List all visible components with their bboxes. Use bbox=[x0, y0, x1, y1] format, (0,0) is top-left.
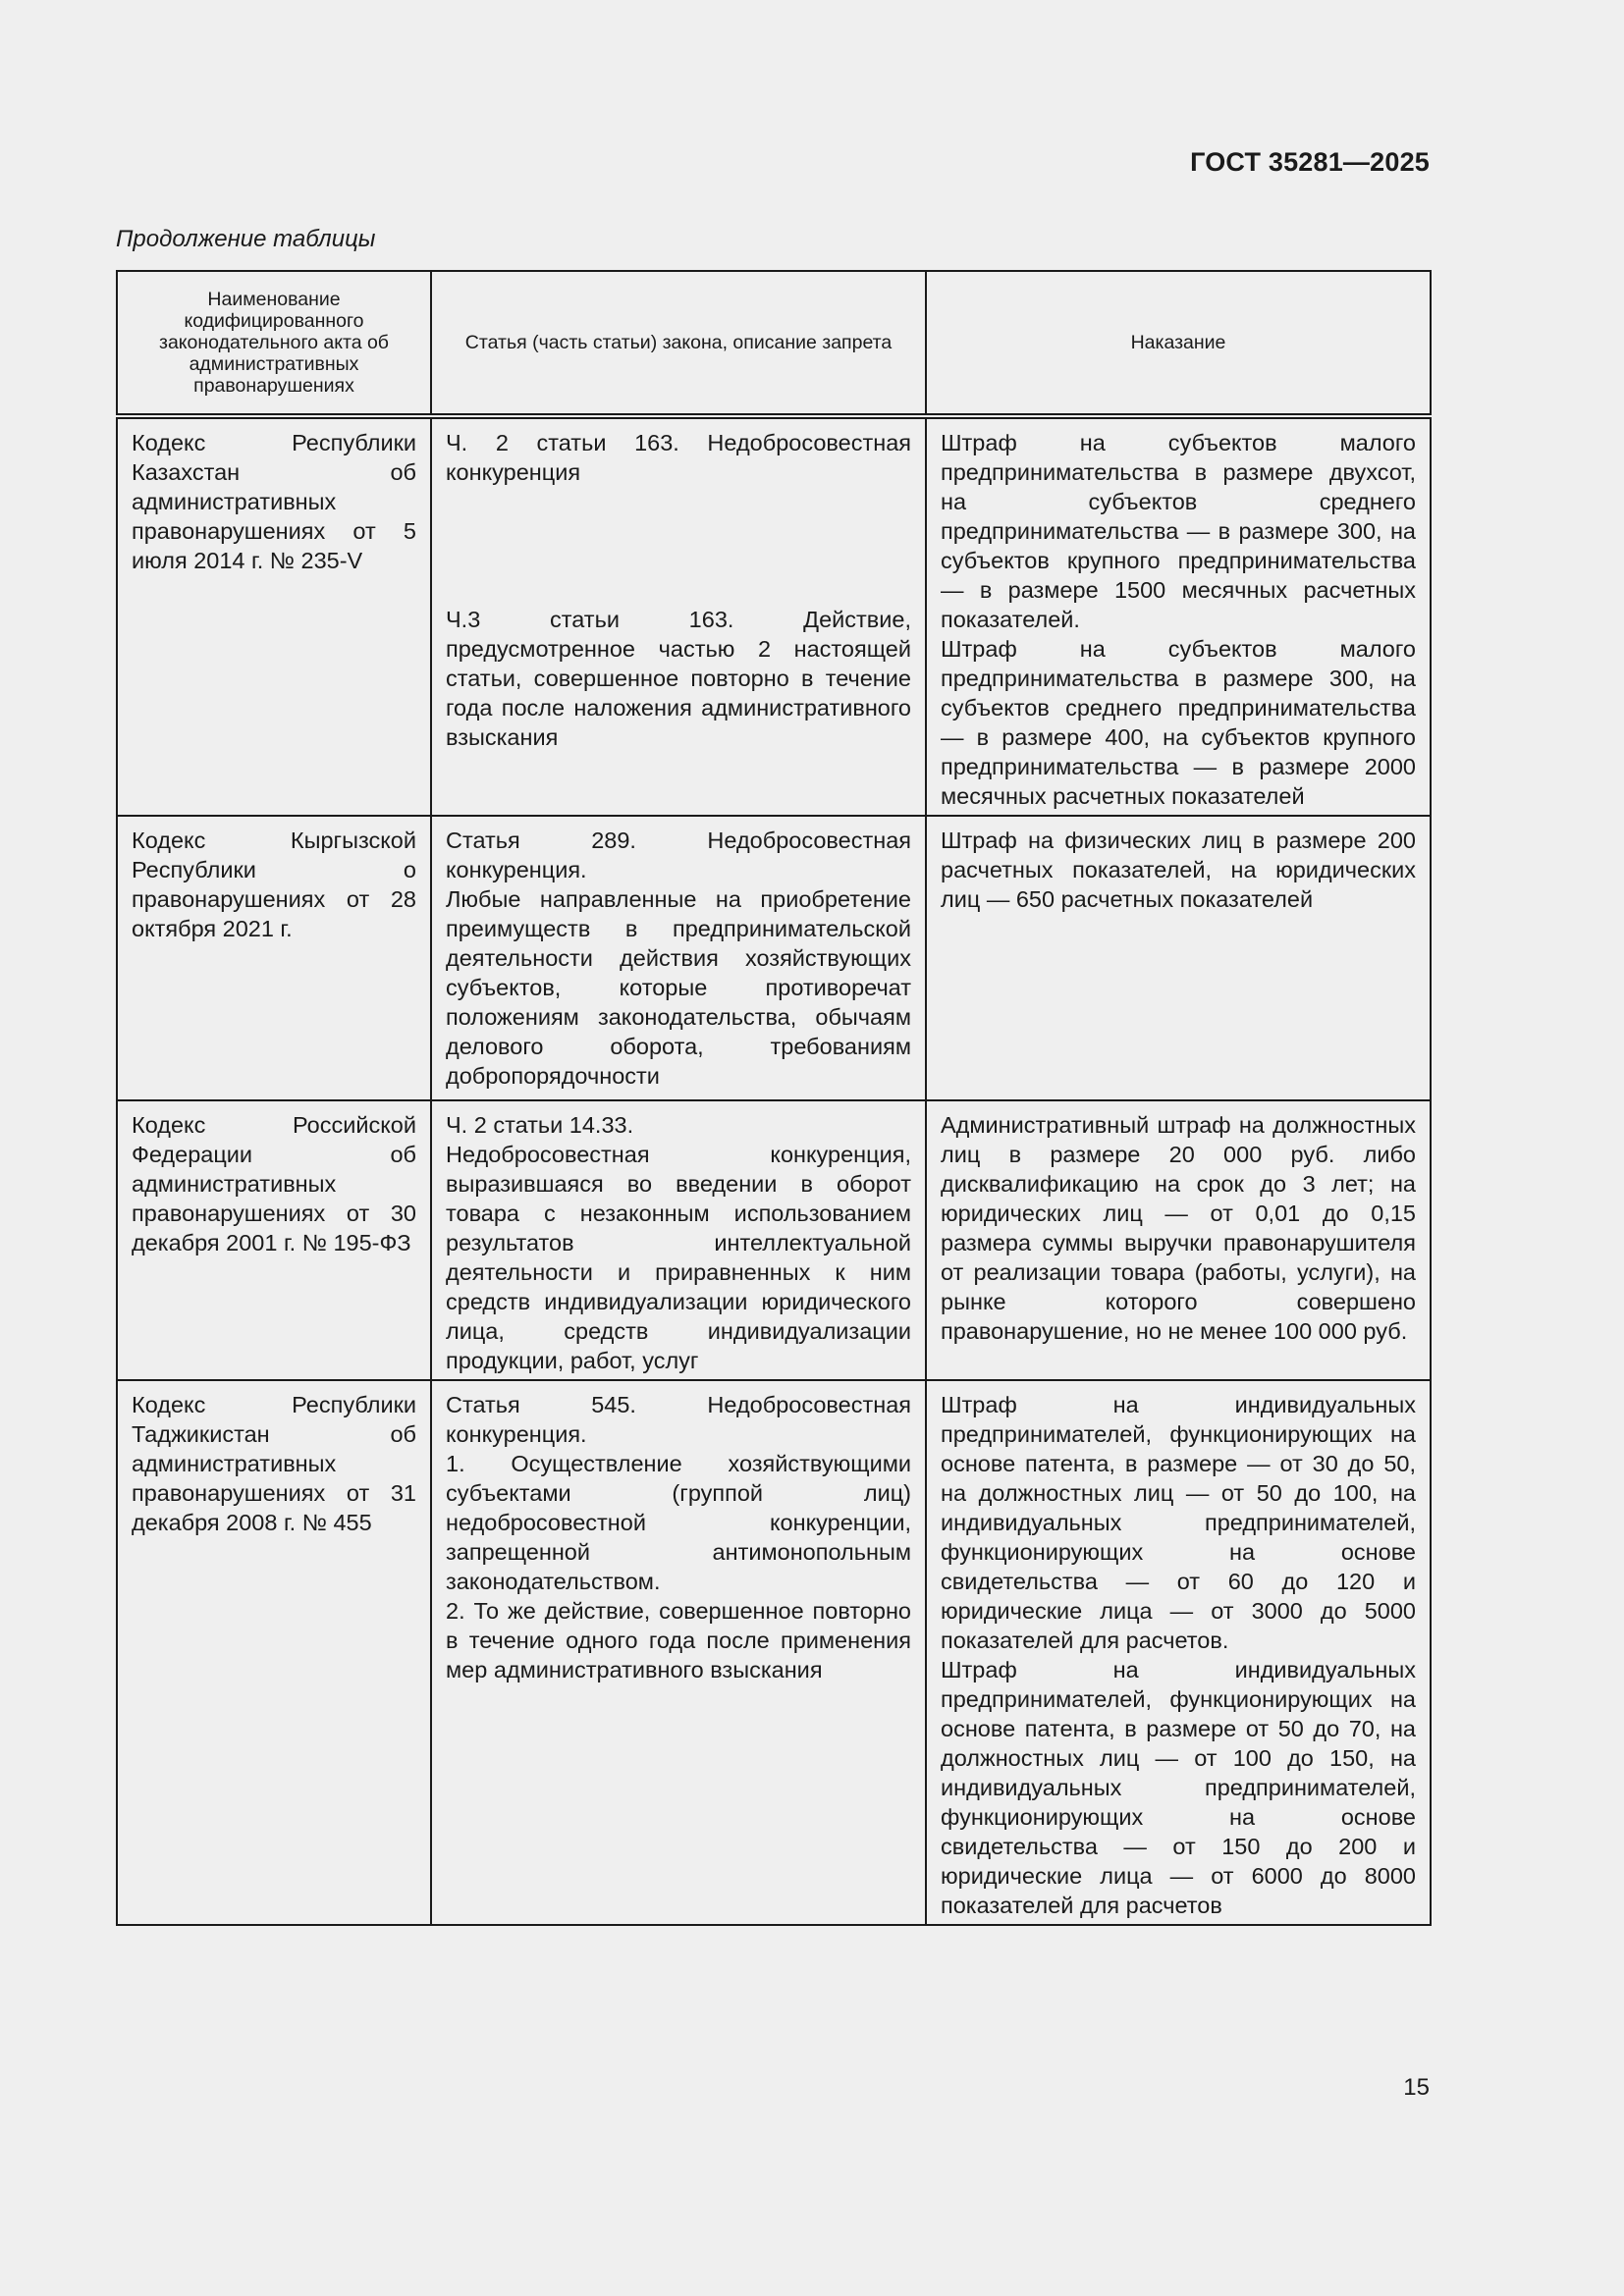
penalty-paragraph: Административный штраф на должностных лиц в размере 20 000 руб. либо дисквалификацию на срок до 3 лет; на юридических лиц — от 0,01 до 0,15 размера суммы выручки правонарушителя от реализации товара (работы, услуги), на рынке которого совершено правонарушение, но не менее 100 000 руб. bbox=[941, 1112, 1416, 1344]
table-header-row bbox=[117, 271, 1431, 416]
document-standard-number: ГОСТ 35281—2025 bbox=[1190, 147, 1430, 177]
act-cell: Кодекс Республики Казахстан об административных правонарушениях от 5 июля 2014 г. № 235-V bbox=[117, 416, 431, 816]
article-paragraph: Ч.3 статьи 163. Действие, предусмотренное частью 2 настоящей статьи, совершенное повторно в течение года после наложения административного взыскания bbox=[446, 607, 911, 750]
column-header-penalty: Наказание bbox=[926, 271, 1431, 416]
penalty-cell bbox=[926, 816, 1431, 1100]
spacer bbox=[446, 487, 911, 605]
page-number: 15 bbox=[1403, 2074, 1430, 2101]
act-cell: Кодекс Российской Федерации об административных правонарушениях от 30 декабря 2001 г. № 195-ФЗ bbox=[117, 1100, 431, 1380]
penalty-paragraph: Штраф на субъектов малого предпринимательства в размере 300, на субъектов среднего предпринимательства — в размере 400, на субъектов крупного предпринимательства — в размере 2000 месячных расчетных показателей bbox=[941, 636, 1416, 809]
penalty-paragraph: Штраф на индивидуальных предпринимателей, функционирующих на основе патента, в размере — от 30 до 50, на должностных лиц — от 50 до 100, на индивидуальных предпринимателей, функционирующих на основе свидетельства — от 60 до 120 и юридические лица — от 3000 до 5000 показателей для расчетов. bbox=[941, 1392, 1416, 1653]
table-continuation-label: Продолжение таблицы bbox=[116, 226, 376, 252]
article-paragraph: 2. То же действие, совершенное повторно в течение одного года после применения мер административного взыскания bbox=[446, 1598, 911, 1682]
penalty-paragraph: Штраф на физических лиц в размере 200 расчетных показателей, на юридических лиц — 650 расчетных показателей bbox=[941, 828, 1416, 912]
article-cell bbox=[431, 1100, 926, 1380]
article-cell bbox=[431, 816, 926, 1100]
article-paragraph: Недобросовестная конкуренция, выразившаяся во введении в оборот товара с незаконным использованием результатов интеллектуальной деятельности и приравненных к ним средств индивидуализации юридического лица, средств индивидуализации продукции, работ, услуг bbox=[446, 1142, 911, 1373]
act-cell: Кодекс Кыргызской Республики о правонарушениях от 28 октября 2021 г. bbox=[117, 816, 431, 1100]
penalty-cell bbox=[926, 416, 1431, 816]
penalty-paragraph: Штраф на индивидуальных предпринимателей, функционирующих на основе патента, в размере от 50 до 70, на должностных лиц — от 100 до 150, на индивидуальных предпринимателей, функционирующих на основе свидетельства — от 150 до 200 и юридические лица — от 6000 до 8000 показателей для расчетов bbox=[941, 1657, 1416, 1918]
column-header-act: Наименование кодифицированного законодательного акта об административных правонарушениях bbox=[117, 271, 431, 416]
article-paragraph: Статья 289. Недобросовестная конкуренция. bbox=[446, 828, 911, 882]
article-paragraph: Статья 545. Недобросовестная конкуренция. bbox=[446, 1392, 911, 1447]
table-row bbox=[117, 1100, 1431, 1380]
penalty-paragraph: Штраф на субъектов малого предпринимательства в размере двухсот, на субъектов среднего предпринимательства — в размере 300, на субъектов крупного предпринимательства — в размере 1500 месячных расчетных показателей. bbox=[941, 430, 1416, 632]
table-row bbox=[117, 816, 1431, 1100]
article-paragraph: Ч. 2 статьи 14.33. bbox=[446, 1112, 634, 1138]
table-row bbox=[117, 1380, 1431, 1925]
article-cell bbox=[431, 1380, 926, 1925]
penalty-cell bbox=[926, 1380, 1431, 1925]
penalty-cell bbox=[926, 1100, 1431, 1380]
table-row bbox=[117, 416, 1431, 816]
article-paragraph: 1. Осуществление хозяйствующими субъектами (группой лиц) недобросовестной конкуренции, запрещенной антимонопольным законодательством. bbox=[446, 1451, 911, 1594]
act-cell: Кодекс Республики Таджикистан об административных правонарушениях от 31 декабря 2008 г. № 455 bbox=[117, 1380, 431, 1925]
article-cell bbox=[431, 416, 926, 816]
penalties-table bbox=[116, 270, 1432, 1926]
column-header-article: Статья (часть статьи) закона, описание запрета bbox=[431, 271, 926, 416]
article-paragraph: Любые направленные на приобретение преимуществ в предпринимательской деятельности действия хозяйствующих субъектов, которые противоречат положениям законодательства, обычаям делового оборота, требованиям добропорядочности bbox=[446, 886, 911, 1089]
article-paragraph: Ч. 2 статьи 163. Недобросовестная конкуренция bbox=[446, 430, 911, 485]
